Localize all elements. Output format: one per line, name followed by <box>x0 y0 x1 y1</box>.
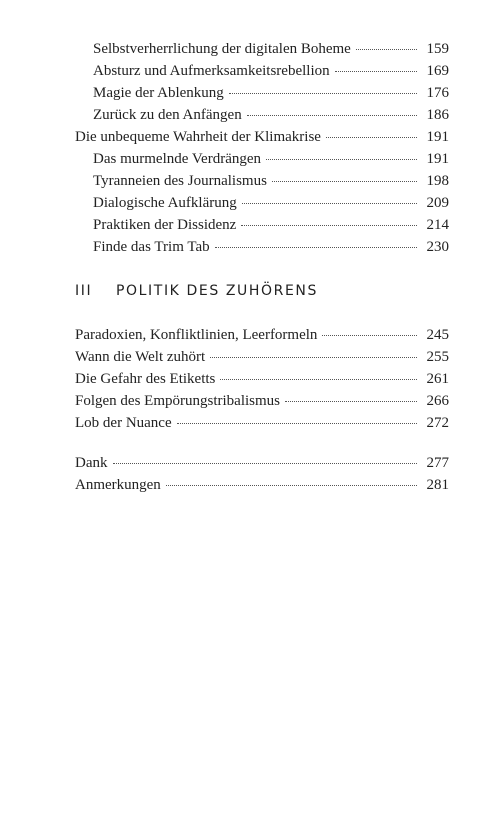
toc-entry[interactable] <box>75 60 449 82</box>
toc-entry-page: 214 <box>426 217 449 233</box>
dot-leader <box>326 137 417 138</box>
dot-leader <box>247 115 417 116</box>
toc-entry-page: 198 <box>426 173 449 189</box>
toc-entry-page: 230 <box>426 239 449 255</box>
section-number: III <box>75 283 93 299</box>
dot-leader <box>210 357 416 358</box>
toc-entry-title: Absturz und Aufmerksamkeitsrebellion <box>93 63 330 79</box>
toc-entry-title: Finde das Trim Tab <box>93 239 210 255</box>
toc-entry[interactable] <box>75 38 449 60</box>
toc-entry-title: Folgen des Empörungstribalismus <box>75 393 280 409</box>
toc-entry[interactable] <box>75 170 449 192</box>
section-title: POLITIK DES ZUHÖRENS <box>116 283 318 299</box>
toc-chapter-entry[interactable] <box>75 412 449 434</box>
toc-entry-page: 281 <box>426 477 449 493</box>
dot-leader <box>322 335 416 336</box>
toc-entry-title: Anmerkungen <box>75 477 161 493</box>
toc-entry-title: Zurück zu den Anfängen <box>93 107 242 123</box>
dot-leader <box>272 181 417 182</box>
toc-back-entry[interactable] <box>75 452 449 474</box>
toc-entry-page: 245 <box>426 327 449 343</box>
dot-leader <box>285 401 417 402</box>
toc-chapter-entry[interactable] <box>75 346 449 368</box>
toc-chapter-entry[interactable] <box>75 368 449 390</box>
toc-entry-title: Das murmelnde Verdrängen <box>93 151 262 167</box>
dot-leader <box>229 93 417 94</box>
toc-entry-page: 176 <box>426 85 449 101</box>
table-of-contents <box>75 38 449 496</box>
toc-entry-title: Paradoxien, Konfliktlinien, Leerformeln <box>75 327 318 343</box>
toc-entry-title: Tyranneien des Journalismus <box>93 173 267 189</box>
toc-entry-page: 159 <box>426 41 449 57</box>
toc-chapter-entry[interactable] <box>75 390 449 412</box>
toc-entry-title: Praktiken der Dissidenz <box>93 217 237 233</box>
toc-entry[interactable] <box>75 82 449 104</box>
toc-entry-page: 191 <box>426 151 449 167</box>
toc-entry-page: 277 <box>426 455 449 471</box>
toc-entry-page: 191 <box>426 129 449 145</box>
dot-leader <box>113 463 417 464</box>
toc-entry-page: 209 <box>426 195 449 211</box>
toc-chapter-entry[interactable] <box>75 324 449 346</box>
section-heading <box>75 280 449 302</box>
toc-entry-page: 261 <box>426 371 449 387</box>
toc-back-entry[interactable] <box>75 474 449 496</box>
toc-entry-page: 169 <box>426 63 449 79</box>
toc-entry-title: Die Gefahr des Etiketts <box>75 371 216 387</box>
toc-entry-title: Die unbequeme Wahrheit der Klimakrise <box>75 129 321 145</box>
dot-leader <box>166 485 417 486</box>
toc-entry-title: Dialogische Aufklärung <box>93 195 237 211</box>
dot-leader <box>356 49 417 50</box>
toc-entry-title: Selbstverherrlichung der digitalen Boheme <box>93 41 351 57</box>
dot-leader <box>177 423 417 424</box>
dot-leader <box>335 71 417 72</box>
toc-entry-page: 266 <box>426 393 449 409</box>
toc-entry-title: Lob der Nuance <box>75 415 172 431</box>
toc-entry-title: Wann die Welt zuhört <box>75 349 206 365</box>
toc-entry-title: Dank <box>75 455 108 471</box>
toc-entry[interactable] <box>75 104 449 126</box>
dot-leader <box>241 225 416 226</box>
toc-entry-page: 186 <box>426 107 449 123</box>
toc-chapter-entry[interactable] <box>75 126 449 148</box>
dot-leader <box>215 247 417 248</box>
toc-entry[interactable] <box>75 214 449 236</box>
toc-entry-page: 255 <box>426 349 449 365</box>
toc-entry[interactable] <box>75 148 449 170</box>
toc-entry-page: 272 <box>426 415 449 431</box>
dot-leader <box>266 159 416 160</box>
spacer <box>75 434 449 452</box>
dot-leader <box>242 203 417 204</box>
toc-entry[interactable] <box>75 192 449 214</box>
toc-entry-title: Magie der Ablenkung <box>93 85 224 101</box>
dot-leader <box>220 379 416 380</box>
toc-entry[interactable] <box>75 236 449 258</box>
